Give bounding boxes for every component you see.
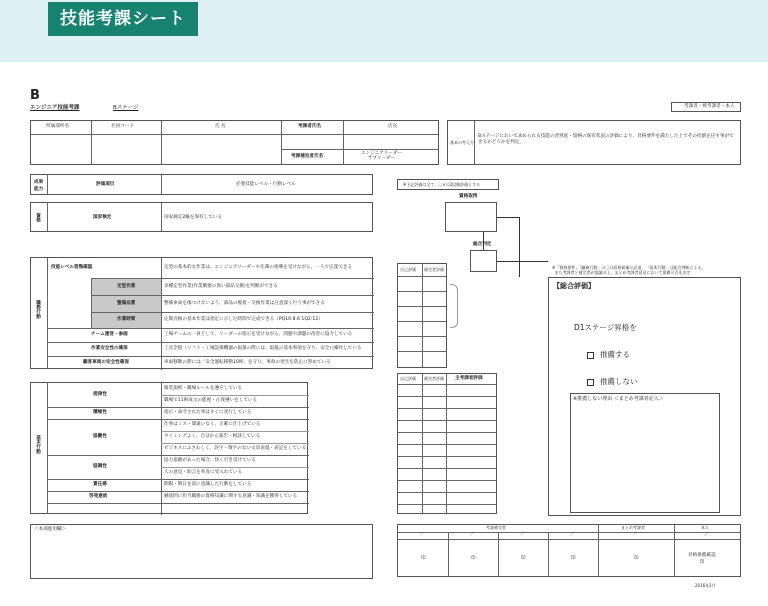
qualification-label: 資格取得 xyxy=(459,194,478,199)
sheet-letter: B xyxy=(30,88,40,103)
self-eval-grid-1: 自己評価 補完者評価 xyxy=(397,263,447,368)
page-title: 技能考課シート xyxy=(48,2,198,36)
eval-grid-2: 自己評価 補完者評価 主考課者評価 xyxy=(397,373,497,514)
qualification-section: 資格 国家検定 国家検定2級を保有している xyxy=(30,202,373,232)
remarks-box: ＜本部使用欄＞ xyxy=(30,524,373,579)
right-note-1: ※「資格要件」「職務行動」の〇は昇格候補に必須。「基本行動」は総合判断による。 xyxy=(552,265,706,270)
distribution-box: 考課者・被考課者・本人 xyxy=(671,102,741,112)
overall-evaluation-panel: 【総合評価】 D1ステージ昇格を 推薦する 推薦しない ※推薦しない理由 ＜まとめ考課者記入＞ xyxy=(548,277,741,516)
note-box: ※下記評価は全て、〇×の2段階評価とする xyxy=(397,179,499,190)
criteria-header: 成果 能力 評価項目 必要技能レベル・行動レベル xyxy=(30,174,373,195)
job-behavior-section: 職務行動 技能レベル習熟確認 定型の基本的な作業は、エンジニアリーダーや先輩の指導を受けながら、一人で完遂できる 定型作業 多種定型作業(作業概要の異い部品交換)を判断ができる 整備品質 整備車両を傷つけないよう、部品の脱着・交換作業は注意深く行う事ができる 作業時間 定期点検の基本作業は指定に示した時間で完成できる（PQ10:8.6 1Q2:12） チーム運営・参画 工場チームの一員として、リーダーの指示を受けながら、問題や課題の改善に協力している 作業安全性の確保 工具全般（リフト・工場設備機器の取扱の際には、取扱の基本事項を守り、安全に操作している 顧客車両の安全性確保 車両移動の際には「安全運転移動10則」を守り、事故の発生を防止に努めている xyxy=(30,257,373,369)
overall-judgement-label: 総合判定 xyxy=(473,242,492,247)
right-note-2: また考課者と補完者が協議の上、まとめ考課者意見において推薦可否を決定 xyxy=(552,270,691,275)
evaluation-sheet xyxy=(0,62,768,606)
info-table: 所属部所名 社員コード 氏 名 考課者氏名 店長 考課補完者氏名 エンジニアリーダー サブリーダー xyxy=(30,120,439,165)
overall-judgement-box xyxy=(470,250,497,272)
basic-behavior-section: 基本行動 規律性 服装規則・職場ルールを遵守している 職場で11則成文の監視・正義遵いをしている 積極性 指示・命令された事はすぐに実行している 協働性 仕事はミス・間違いなく、正確に仕上げている タイミングよく、自分から報告・相談している ビジネスにふさわしく、誤字・敬字のない文章表現・表記をしている 協調性 協力依頼があった場合、快く引き受けている 人の意見・助言を率直に受入れている 責任感 期限・期日を前に意識した行動をしている 啓発意欲 継続的に担当職務の資格知識に関する意識・知識を獲得している xyxy=(30,382,308,514)
recommend-option[interactable]: 推薦する xyxy=(587,351,630,359)
brace xyxy=(450,284,458,328)
reason-box: ※推薦しない理由 ＜まとめ考課者記入＞ xyxy=(570,393,720,513)
sheet-subtitle: エンジニア技能考課 xyxy=(30,105,80,111)
not-recommend-option[interactable]: 推薦しない xyxy=(587,378,638,386)
signature-table: 考課補完者 まとめ考課者 本人 ／ ／ ／ ／ ／ ／ 印 印 印 印 印 昇格推薦確認 印 xyxy=(397,524,741,577)
basic-concept-box: 基本の考え方 Bステージにおいて求められる技能の習熟度・資格の保有状況の評価により、昇格要件を満たした上でその役割を任す事ができるかどうかを判定。 xyxy=(447,120,741,165)
stage-label: Bステージ xyxy=(113,105,139,111)
qualification-box xyxy=(445,202,497,232)
date-label: 2016年1月 xyxy=(695,583,716,588)
